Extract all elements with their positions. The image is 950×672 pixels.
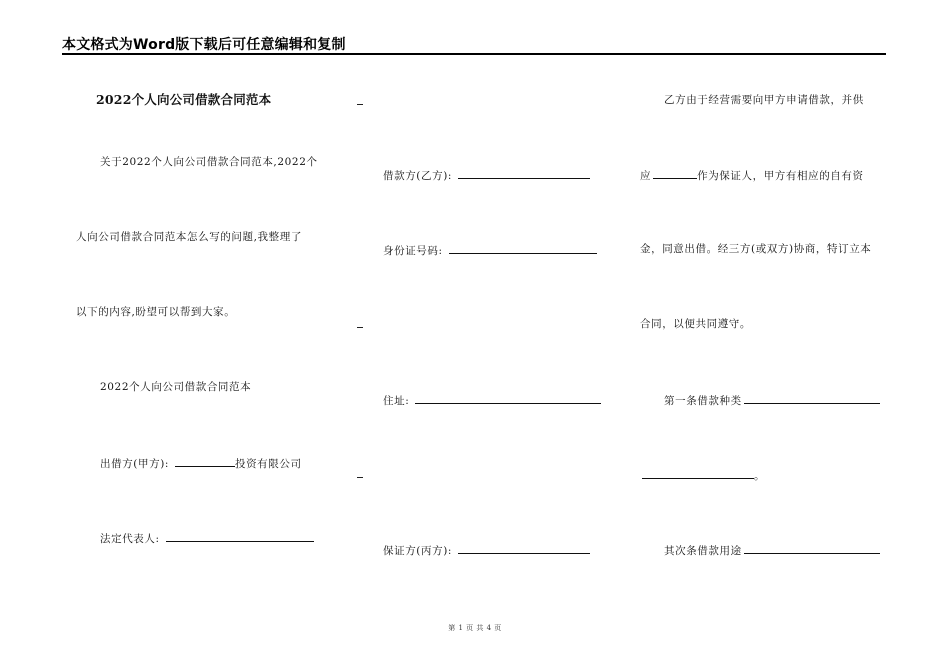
address-blank xyxy=(415,393,601,404)
article-1-label: 第一条借款种类 xyxy=(664,395,742,407)
article-1-end: 。 xyxy=(754,470,766,482)
header-rule xyxy=(62,53,886,55)
id-number-field xyxy=(383,243,597,257)
document-title: 2022个人向公司借款合同范本 xyxy=(96,92,272,107)
para-line-2 xyxy=(640,168,864,182)
lender-suffix: 投资有限公司 xyxy=(234,458,302,470)
article-2-field xyxy=(664,543,880,557)
article-1-continuation xyxy=(640,468,765,482)
lender-field xyxy=(100,456,302,470)
lender-blank xyxy=(175,456,235,467)
article-1-field xyxy=(664,393,880,407)
id-number-blank xyxy=(449,243,597,254)
para-line-2-prefix: 应 xyxy=(640,170,652,182)
intro-line-2: 人向公司借款合同范本怎么写的问题,我整理了 xyxy=(76,231,302,243)
borrower-blank xyxy=(458,168,590,179)
para-line-2-suffix: 作为保证人，甲方有相应的自有资 xyxy=(697,170,864,182)
guarantor-field xyxy=(383,543,590,557)
id-number-label: 身份证号码: xyxy=(383,245,443,257)
page-footer: 第 1 页 共 4 页 xyxy=(448,624,502,632)
contract-subtitle: 2022个人向公司借款合同范本 xyxy=(100,381,252,393)
article-2-blank xyxy=(744,543,880,554)
para-line-1: 乙方由于经营需要向甲方申请借款，并供 xyxy=(664,94,864,106)
guarantor-label: 保证方(丙方): xyxy=(383,545,453,557)
column-mark xyxy=(357,327,363,328)
address-label: 住址: xyxy=(383,395,410,407)
document-header: 本文格式为Word版下载后可任意编辑和复制 xyxy=(62,37,346,53)
article-2-label: 其次条借款用途 xyxy=(664,545,742,557)
legal-rep-blank xyxy=(166,531,314,542)
para-line-3: 金，同意出借。经三方(或双方)协商，特订立本 xyxy=(640,243,872,255)
intro-line-1: 关于2022个人向公司借款合同范本,2022个 xyxy=(100,156,318,168)
borrower-field xyxy=(383,168,590,182)
article-1-blank xyxy=(744,393,880,404)
borrower-label: 借款方(乙方): xyxy=(383,170,453,182)
intro-line-3: 以下的内容,盼望可以帮到大家。 xyxy=(76,306,236,318)
guarantor-blank xyxy=(458,543,590,554)
para-line-4: 合同，以便共同遵守。 xyxy=(640,318,751,330)
address-field xyxy=(383,393,601,407)
guarantor-name-blank xyxy=(653,168,697,179)
legal-rep-label: 法定代表人: xyxy=(100,533,160,545)
legal-rep-field xyxy=(100,531,314,545)
lender-label: 出借方(甲方): xyxy=(100,458,170,470)
column-mark xyxy=(357,104,363,105)
article-1-blank-2 xyxy=(642,468,754,479)
column-mark xyxy=(357,477,363,478)
